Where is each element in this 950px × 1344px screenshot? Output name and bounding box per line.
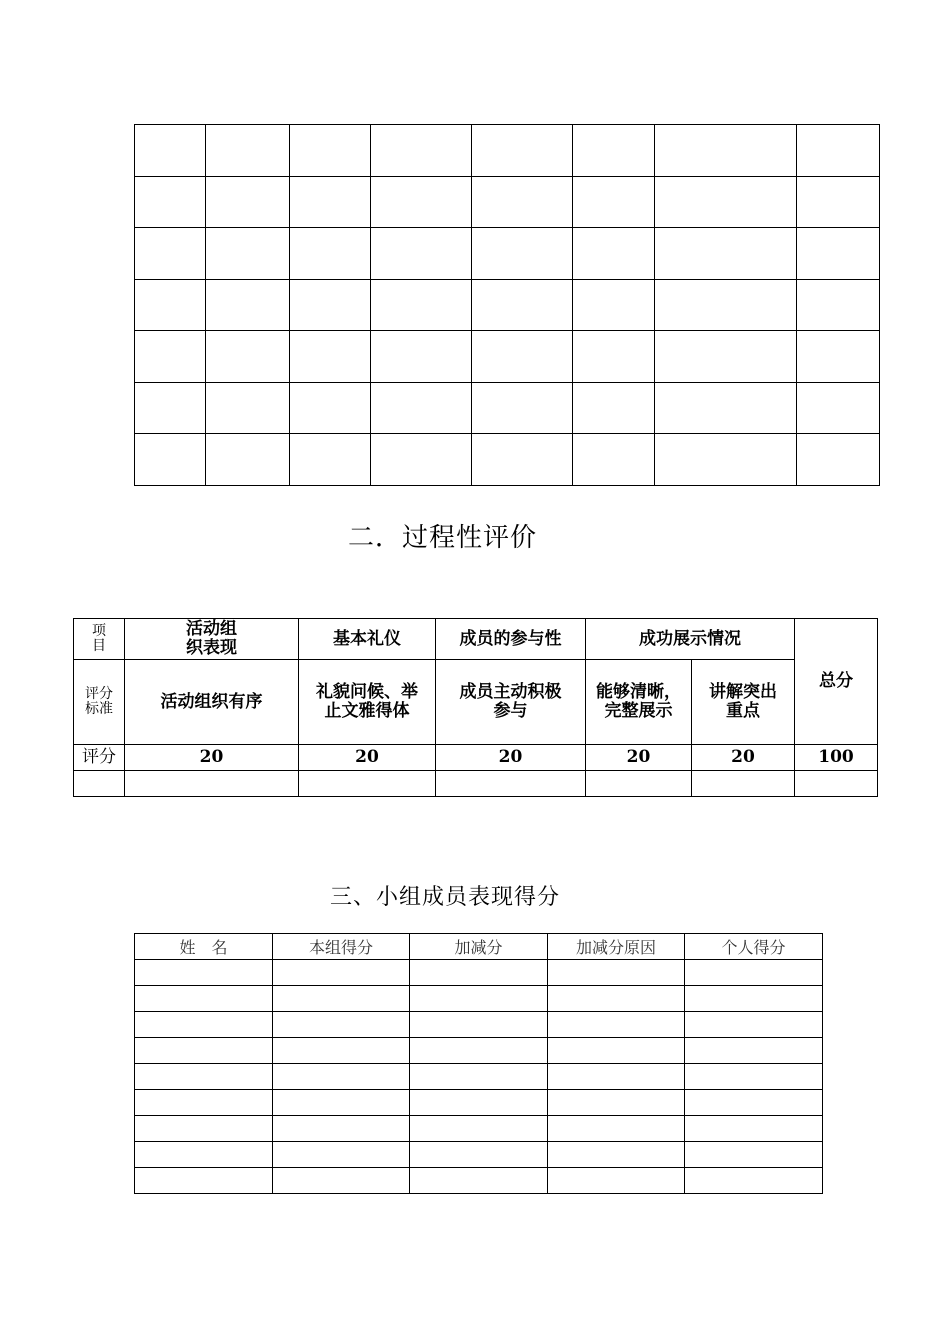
member-cell: [410, 1064, 548, 1090]
grid-cell: [797, 228, 880, 280]
header-personal-score: 个人得分: [685, 934, 823, 960]
grid-cell: [472, 125, 573, 177]
entry-cell: [125, 771, 299, 797]
criteria-label-line2: 标准: [85, 701, 113, 717]
eval-header-row: [74, 619, 878, 660]
grid-cell: [371, 434, 472, 486]
grid-row: [135, 279, 880, 331]
member-cell: [548, 1142, 685, 1168]
grid-cell: [290, 125, 371, 177]
member-cell: [410, 1142, 548, 1168]
score-activity-org: 20: [125, 745, 299, 771]
grid-cell: [135, 125, 206, 177]
member-cell: [273, 1142, 410, 1168]
grid-cell: [135, 176, 206, 228]
grid-cell: [290, 279, 371, 331]
member-cell: [273, 986, 410, 1012]
criteria-clear-display-line1: 能够清晰，: [596, 682, 681, 702]
member-cell: [410, 960, 548, 986]
eval-entry-row: [74, 771, 878, 797]
criteria-participation: [436, 660, 586, 745]
grid-row: [135, 228, 880, 280]
member-cell: [273, 1038, 410, 1064]
criteria-etiquette: [299, 660, 436, 745]
eval-score-row: [74, 745, 878, 771]
item-label-line2: 目: [92, 638, 106, 654]
header-activity-org: [125, 619, 299, 660]
member-cell: [273, 1168, 410, 1194]
member-cell: [135, 1090, 273, 1116]
header-group-score: 本组得分: [273, 934, 410, 960]
grid-cell: [371, 382, 472, 434]
header-bonus-penalty: 加减分: [410, 934, 548, 960]
member-cell: [410, 1012, 548, 1038]
grid-cell: [797, 434, 880, 486]
criteria-label-cell: [74, 660, 125, 745]
member-cell: [135, 986, 273, 1012]
grid-cell: [135, 228, 206, 280]
grid-cell: [655, 279, 797, 331]
member-cell: [685, 1038, 823, 1064]
grid-cell: [472, 228, 573, 280]
member-cell: [135, 960, 273, 986]
grid-row: [135, 125, 880, 177]
entry-cell: [74, 771, 125, 797]
member-cell: [548, 1168, 685, 1194]
grid-cell: [573, 331, 655, 383]
grid-cell: [206, 382, 290, 434]
criteria-key-points-line1: 讲解突出: [709, 682, 777, 702]
member-cell: [135, 1038, 273, 1064]
member-cell: [410, 1038, 548, 1064]
header-presentation: 成功展示情况: [586, 619, 795, 660]
grid-cell: [573, 176, 655, 228]
member-row: [135, 1012, 823, 1038]
entry-cell: [692, 771, 795, 797]
grid-cell: [797, 331, 880, 383]
grid-cell: [290, 228, 371, 280]
member-cell: [548, 1090, 685, 1116]
member-cell: [273, 1012, 410, 1038]
member-cell: [548, 1116, 685, 1142]
header-name: 姓 名: [135, 934, 273, 960]
grid-row: [135, 331, 880, 383]
member-cell: [548, 1064, 685, 1090]
grid-cell: [371, 228, 472, 280]
member-cell: [685, 1116, 823, 1142]
grid-cell: [573, 228, 655, 280]
grid-cell: [290, 176, 371, 228]
grid-cell: [797, 125, 880, 177]
header-activity-org-line1: 活动组: [186, 619, 237, 639]
member-cell: [685, 1168, 823, 1194]
header-bonus-reason: 加减分原因: [548, 934, 685, 960]
grid-cell: [135, 382, 206, 434]
grid-cell: [371, 125, 472, 177]
member-cell: [685, 1064, 823, 1090]
header-total: 总分: [795, 619, 878, 745]
grid-cell: [655, 331, 797, 383]
grid-cell: [135, 279, 206, 331]
member-cell: [135, 1012, 273, 1038]
member-row: [135, 960, 823, 986]
member-cell: [548, 1012, 685, 1038]
grid-row: [135, 434, 880, 486]
member-cell: [685, 986, 823, 1012]
grid-cell: [472, 331, 573, 383]
grid-cell: [371, 176, 472, 228]
score-etiquette: 20: [299, 745, 436, 771]
grid-cell: [573, 382, 655, 434]
grid-cell: [135, 331, 206, 383]
header-etiquette: 基本礼仪: [299, 619, 436, 660]
grid-cell: [472, 382, 573, 434]
score-label-cell: 评分: [74, 745, 125, 771]
member-row: [135, 986, 823, 1012]
grid-cell: [655, 125, 797, 177]
grid-cell: [290, 331, 371, 383]
item-label-line1: 项: [92, 623, 106, 639]
process-evaluation-table: [73, 618, 878, 797]
grid-cell: [206, 176, 290, 228]
header-activity-org-line2: 织表现: [186, 638, 237, 658]
criteria-participation-line1: 成员主动积极: [459, 682, 562, 702]
criteria-label-line1: 评分: [85, 686, 113, 702]
grid-cell: [371, 331, 472, 383]
criteria-key-points: [692, 660, 795, 745]
member-cell: [685, 1012, 823, 1038]
grid-cell: [573, 125, 655, 177]
empty-grid-table: [134, 124, 880, 486]
member-row: [135, 1038, 823, 1064]
member-cell: [548, 960, 685, 986]
criteria-key-points-line2: 重点: [726, 701, 760, 721]
member-cell: [548, 1038, 685, 1064]
score-total: 100: [795, 745, 878, 771]
member-cell: [135, 1168, 273, 1194]
grid-cell: [290, 382, 371, 434]
member-cell: [273, 960, 410, 986]
member-cell: [685, 1090, 823, 1116]
grid-cell: [573, 434, 655, 486]
item-label-cell: [74, 619, 125, 660]
criteria-clear-display-line2: 完整展示: [604, 701, 673, 721]
member-cell: [410, 1116, 548, 1142]
grid-cell: [655, 176, 797, 228]
member-cell: [410, 1090, 548, 1116]
member-cell: [273, 1116, 410, 1142]
member-header-row: [135, 934, 823, 960]
grid-cell: [206, 125, 290, 177]
grid-cell: [472, 279, 573, 331]
entry-cell: [299, 771, 436, 797]
member-cell: [685, 1142, 823, 1168]
grid-cell: [371, 279, 472, 331]
grid-cell: [206, 331, 290, 383]
member-body: [135, 960, 823, 1194]
member-row: [135, 1142, 823, 1168]
grid-cell: [135, 434, 206, 486]
grid-cell: [655, 228, 797, 280]
grid-row: [135, 382, 880, 434]
member-score-table: [134, 933, 823, 1194]
member-row: [135, 1064, 823, 1090]
score-participation: 20: [436, 745, 586, 771]
grid-cell: [797, 176, 880, 228]
member-row: [135, 1090, 823, 1116]
grid-cell: [472, 434, 573, 486]
criteria-clear-display: [586, 660, 692, 745]
criteria-etiquette-line2: 止文雅得体: [324, 701, 410, 721]
entry-cell: [586, 771, 692, 797]
grid-cell: [472, 176, 573, 228]
grid-cell: [655, 434, 797, 486]
member-cell: [135, 1142, 273, 1168]
grid-cell: [290, 434, 371, 486]
empty-grid-body: [135, 125, 880, 486]
criteria-activity-org: 活动组织有序: [125, 660, 299, 745]
member-cell: [410, 1168, 548, 1194]
member-row: [135, 1116, 823, 1142]
member-cell: [410, 986, 548, 1012]
section-3-title: 三、小组成员表现得分: [330, 885, 561, 910]
grid-cell: [206, 228, 290, 280]
grid-cell: [655, 382, 797, 434]
member-cell: [685, 960, 823, 986]
header-participation: 成员的参与性: [436, 619, 586, 660]
grid-row: [135, 176, 880, 228]
member-cell: [135, 1064, 273, 1090]
criteria-participation-line2: 参与: [493, 701, 528, 721]
member-cell: [548, 986, 685, 1012]
score-key-points: 20: [692, 745, 795, 771]
grid-cell: [797, 382, 880, 434]
eval-criteria-row: [74, 660, 878, 745]
grid-cell: [206, 434, 290, 486]
grid-cell: [573, 279, 655, 331]
criteria-etiquette-line1: 礼貌问候、举: [316, 682, 418, 702]
section-2-title: 二．过程性评价: [348, 523, 538, 553]
entry-cell: [795, 771, 878, 797]
member-row: [135, 1168, 823, 1194]
member-cell: [273, 1064, 410, 1090]
grid-cell: [206, 279, 290, 331]
grid-cell: [797, 279, 880, 331]
score-clear-display: 20: [586, 745, 692, 771]
member-cell: [273, 1090, 410, 1116]
entry-cell: [436, 771, 586, 797]
member-cell: [135, 1116, 273, 1142]
